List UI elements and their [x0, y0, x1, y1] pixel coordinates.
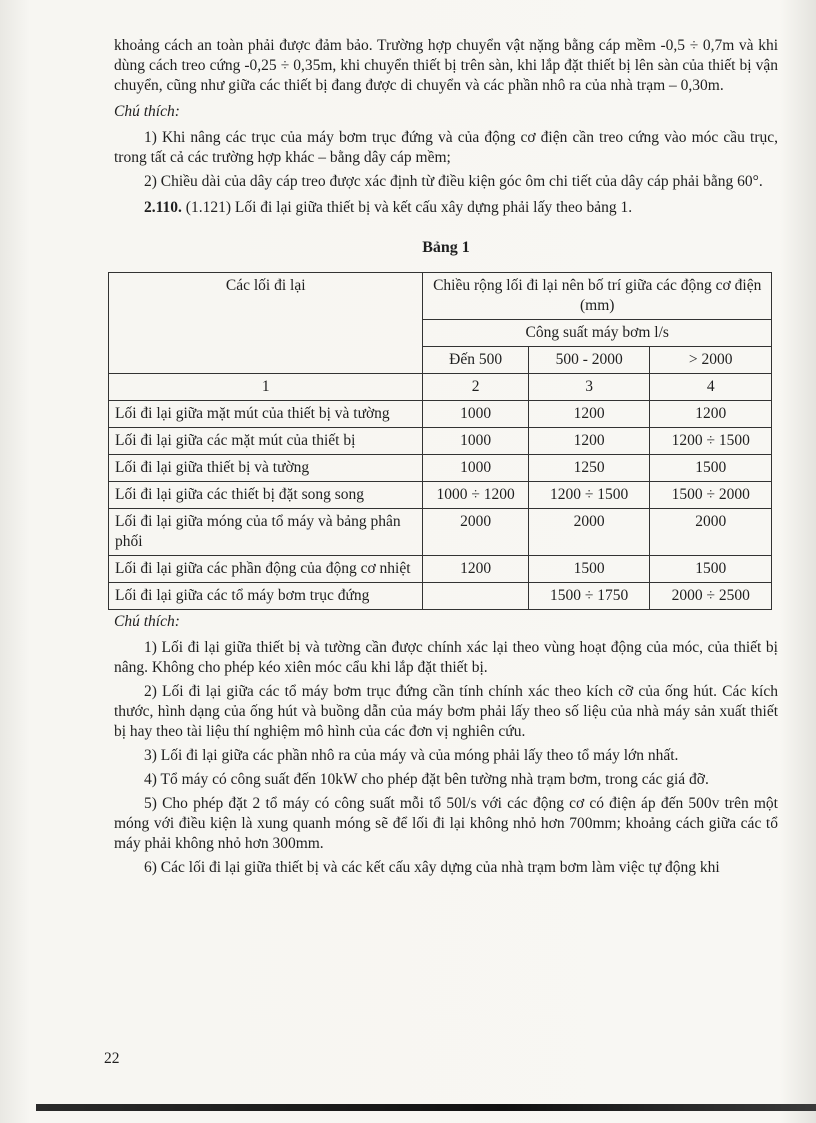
- section-text: (1.121) Lối đi lại giữa thiết bị và kết cấu xây dựng phải lấy theo bảng 1.: [185, 199, 633, 216]
- row-value: 1200: [423, 556, 528, 583]
- row-value: 2000: [650, 509, 772, 556]
- row-label: Lối đi lại giữa các mặt mút của thiết bị: [109, 428, 423, 455]
- table-row: [109, 482, 772, 509]
- row-value: 1200 ÷ 1500: [528, 482, 650, 509]
- scan-edge-bar: [36, 1104, 816, 1111]
- note-item: 2) Chiều dài của dây cáp treo được xác định từ điều kiện góc ôm chi tiết của dây cáp phải bằng 60°.: [144, 173, 763, 190]
- note-title: Chú thích:: [114, 103, 180, 120]
- table-row: [109, 455, 772, 482]
- section-number: 2.110.: [144, 199, 182, 216]
- header-col-4: > 2000: [650, 347, 772, 374]
- header-col-2: Đến 500: [423, 347, 528, 374]
- table-row: [109, 401, 772, 428]
- row-value: 2000: [528, 509, 650, 556]
- row-value: 2000 ÷ 2500: [650, 583, 772, 610]
- header-pump-capacity: Công suất máy bơm l/s: [423, 320, 772, 347]
- row-label: Lối đi lại giữa các phần động của động cơ nhiệt: [109, 556, 423, 583]
- row-label: Lối đi lại giữa mặt mút của thiết bị và tường: [109, 401, 423, 428]
- table-index-row: [109, 374, 772, 401]
- row-label: Lối đi lại giữa các thiết bị đặt song song: [109, 482, 423, 509]
- note-item: 3) Lối đi lại giữa các phần nhô ra của máy và của móng phải lấy theo tổ máy lớn nhất.: [144, 747, 679, 764]
- note-item: 2) Lối đi lại giữa các tổ máy bơm trục đứng cần tính chính xác theo kích cỡ của ống hút. Các kích thước, hình dạng của ống hút và buồng dẫn của máy bơm phải lấy theo số liệu của nhà máy sản xuất thiết bị hay theo tài liệu thí nghiệm mô hình của các đơn vị nghiên cứu.: [114, 683, 778, 740]
- header-passages: Các lối đi lại: [109, 273, 423, 374]
- note-item: 6) Các lối đi lại giữa thiết bị và các kết cấu xây dựng của nhà trạm bơm làm việc tự động khi: [144, 859, 720, 876]
- row-value: 1000: [423, 455, 528, 482]
- row-label: Lối đi lại giữa thiết bị và tường: [109, 455, 423, 482]
- row-value: 1500 ÷ 1750: [528, 583, 650, 610]
- row-value: 1500: [650, 556, 772, 583]
- table-row: [109, 428, 772, 455]
- section-2-110: [114, 198, 778, 218]
- paragraph-intro: khoảng cách an toàn phải được đảm bảo. Trường hợp chuyển vật nặng bằng cáp mềm -0,5 ÷ 0,7m và khi dùng cách treo cứng -0,25 ÷ 0,35m, khi chuyển thiết bị trên sàn, khi lắp đặt thiết bị lên sàn của thiết bị vận chuyển, cũng như giữa các thiết bị đang được di chuyển và các phần nhô ra của nhà trạm – 0,30m.: [114, 37, 778, 94]
- page-number: 22: [104, 1050, 120, 1067]
- row-label: Lối đi lại giữa các tổ máy bơm trục đứng: [109, 583, 423, 610]
- row-value: 2000: [423, 509, 528, 556]
- row-label: Lối đi lại giữa móng của tổ máy và bảng phân phối: [109, 509, 423, 556]
- table-caption: Bảng 1: [422, 239, 470, 256]
- header-width-group: Chiều rộng lối đi lại nên bố trí giữa các động cơ điện (mm): [423, 273, 772, 320]
- passage-width-table: [108, 272, 772, 610]
- row-value: 1000 ÷ 1200: [423, 482, 528, 509]
- page-content: [114, 36, 778, 882]
- row-value: 1200: [528, 401, 650, 428]
- index-cell: 2: [423, 374, 528, 401]
- row-value: 1000: [423, 401, 528, 428]
- table-row: [109, 556, 772, 583]
- row-value: 1200 ÷ 1500: [650, 428, 772, 455]
- row-value: 1500: [650, 455, 772, 482]
- note-item: 4) Tổ máy có công suất đến 10kW cho phép đặt bên tường nhà trạm bơm, trong các giá đỡ.: [144, 771, 709, 788]
- index-cell: 3: [528, 374, 650, 401]
- index-cell: 1: [109, 374, 423, 401]
- note-item: 5) Cho phép đặt 2 tổ máy có công suất mỗi tổ 50l/s với các động cơ có điện áp đến 500v trên một móng với điều kiện là xung quanh móng sẽ để lối đi lại không nhỏ hơn 700mm; khoảng cách giữa các tổ máy phải không nhỏ hơn 300mm.: [114, 795, 778, 852]
- header-col-3: 500 - 2000: [528, 347, 650, 374]
- table-row: [109, 509, 772, 556]
- row-value: 1200: [650, 401, 772, 428]
- row-value: 1500: [528, 556, 650, 583]
- note-item: 1) Khi nâng các trục của máy bơm trục đứng và của động cơ điện cần treo cứng vào móc cầu trục, trong tất cả các trường hợp khác – bằng dây cáp mềm;: [114, 129, 778, 166]
- index-cell: 4: [650, 374, 772, 401]
- row-value: 1500 ÷ 2000: [650, 482, 772, 509]
- row-value: 1000: [423, 428, 528, 455]
- row-value: 1200: [528, 428, 650, 455]
- table-row: [109, 583, 772, 610]
- row-value: [423, 583, 528, 610]
- note-title: Chú thích:: [114, 613, 180, 630]
- row-value: 1250: [528, 455, 650, 482]
- note-item: 1) Lối đi lại giữa thiết bị và tường cần được chính xác lại theo vùng hoạt động của móc, của thiết bị nâng. Không cho phép kéo xiên móc cẩu khi lắp đặt thiết bị.: [114, 639, 778, 676]
